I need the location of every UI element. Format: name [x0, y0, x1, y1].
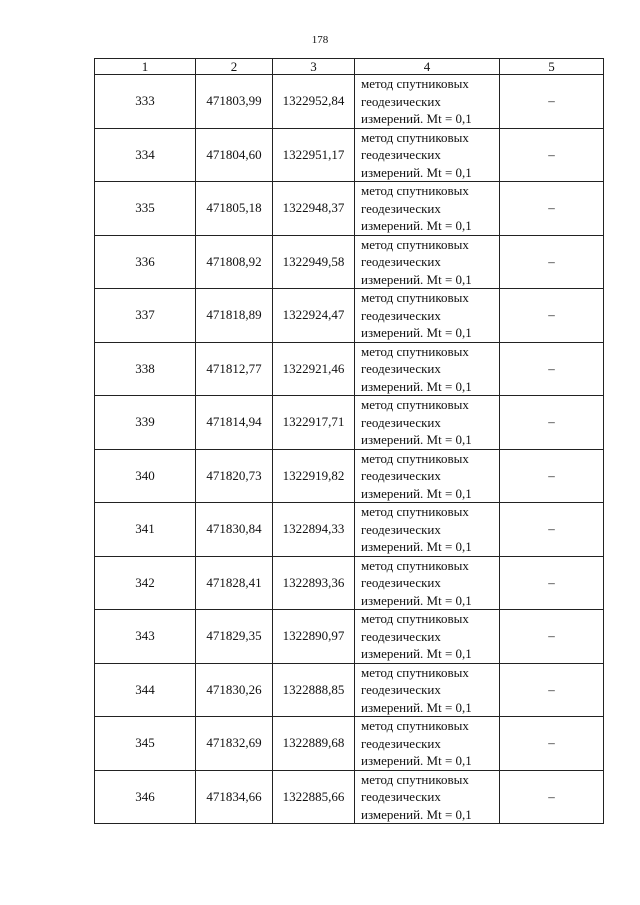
- page-number: 178: [311, 34, 329, 46]
- method-cell: [355, 75, 500, 129]
- method-line: метод спутниковых: [361, 504, 469, 519]
- y-coordinate-cell: 1322885,66: [273, 770, 355, 824]
- note-cell: –: [500, 503, 604, 557]
- method-line: измерений. Mt = 0,1: [361, 271, 472, 287]
- point-number-cell: 344: [95, 663, 196, 717]
- table-body: [95, 75, 604, 824]
- method-line: геодезических: [361, 789, 441, 804]
- method-cell: [355, 396, 500, 450]
- x-coordinate-cell: 471820,73: [196, 449, 273, 503]
- table-row: [95, 289, 604, 343]
- table-row: [95, 503, 604, 557]
- table-row: [95, 449, 604, 503]
- method-line: метод спутниковых: [361, 183, 469, 198]
- method-cell: [355, 342, 500, 396]
- x-coordinate-cell: 471804,60: [196, 128, 273, 182]
- method-line: геодезических: [361, 468, 441, 483]
- y-coordinate-cell: 1322888,85: [273, 663, 355, 717]
- method-cell: [355, 503, 500, 557]
- method-line: метод спутниковых: [361, 611, 469, 626]
- method-line: метод спутниковых: [361, 718, 469, 733]
- method-line: измерений. Mt = 0,1: [361, 164, 472, 180]
- method-line: геодезических: [361, 628, 441, 644]
- point-number-cell: 345: [95, 717, 196, 771]
- method-line: измерений. Mt = 0,1: [361, 753, 472, 768]
- method-cell: [355, 663, 500, 717]
- x-coordinate-cell: 471832,69: [196, 717, 273, 771]
- method-line: геодезических: [361, 254, 441, 269]
- method-line: метод спутниковых: [361, 290, 469, 305]
- method-line: измерений. Mt = 0,1: [361, 325, 472, 340]
- point-number-cell: 337: [95, 289, 196, 343]
- y-coordinate-cell: 1322890,97: [273, 610, 355, 664]
- table-row: [95, 182, 604, 236]
- x-coordinate-cell: 471808,92: [196, 235, 273, 289]
- method-cell: [355, 235, 500, 289]
- method-line: измерений. Mt = 0,1: [361, 592, 472, 608]
- point-number-cell: 341: [95, 503, 196, 557]
- point-number-cell: 343: [95, 610, 196, 664]
- method-cell: [355, 556, 500, 610]
- method-cell: [355, 717, 500, 771]
- method-line: измерений. Mt = 0,1: [361, 218, 472, 233]
- note-cell: –: [500, 289, 604, 343]
- table-row: [95, 396, 604, 450]
- y-coordinate-cell: 1322949,58: [273, 235, 355, 289]
- note-cell: –: [500, 449, 604, 503]
- method-line: измерений. Mt = 0,1: [361, 378, 472, 394]
- method-line: измерений. Mt = 0,1: [361, 485, 472, 501]
- y-coordinate-cell: 1322924,47: [273, 289, 355, 343]
- note-cell: –: [500, 128, 604, 182]
- method-line: измерений. Mt = 0,1: [361, 806, 472, 822]
- table-row: [95, 770, 604, 824]
- method-line: измерений. Mt = 0,1: [361, 699, 472, 715]
- method-cell: [355, 289, 500, 343]
- method-line: метод спутниковых: [361, 76, 469, 91]
- point-number-cell: 333: [95, 75, 196, 129]
- x-coordinate-cell: 471805,18: [196, 182, 273, 236]
- note-cell: –: [500, 396, 604, 450]
- method-line: измерений. Mt = 0,1: [361, 111, 472, 126]
- method-line: метод спутниковых: [361, 129, 469, 145]
- method-line: метод спутниковых: [361, 343, 469, 359]
- note-cell: –: [500, 717, 604, 771]
- y-coordinate-cell: 1322889,68: [273, 717, 355, 771]
- y-coordinate-cell: 1322951,17: [273, 128, 355, 182]
- table-row: [95, 75, 604, 129]
- note-cell: –: [500, 182, 604, 236]
- method-line: геодезических: [361, 414, 441, 430]
- y-coordinate-cell: 1322919,82: [273, 449, 355, 503]
- y-coordinate-cell: 1322917,71: [273, 396, 355, 450]
- table-header-row: [95, 59, 604, 75]
- method-line: метод спутниковых: [361, 397, 469, 412]
- point-number-cell: 346: [95, 770, 196, 824]
- y-coordinate-cell: 1322921,46: [273, 342, 355, 396]
- column-header-2: 2: [196, 59, 273, 75]
- x-coordinate-cell: 471814,94: [196, 396, 273, 450]
- x-coordinate-cell: 471818,89: [196, 289, 273, 343]
- column-header-4: 4: [355, 59, 500, 75]
- table-row: [95, 556, 604, 610]
- table-row: [95, 128, 604, 182]
- method-line: измерений. Mt = 0,1: [361, 646, 472, 661]
- method-line: геодезических: [361, 735, 441, 751]
- method-line: измерений. Mt = 0,1: [361, 539, 472, 554]
- note-cell: –: [500, 663, 604, 717]
- point-number-cell: 342: [95, 556, 196, 610]
- column-header-3: 3: [273, 59, 355, 75]
- method-line: геодезических: [361, 575, 441, 590]
- table-row: [95, 663, 604, 717]
- point-number-cell: 340: [95, 449, 196, 503]
- method-cell: [355, 128, 500, 182]
- method-line: метод спутниковых: [361, 557, 469, 573]
- x-coordinate-cell: 471829,35: [196, 610, 273, 664]
- y-coordinate-cell: 1322894,33: [273, 503, 355, 557]
- x-coordinate-cell: 471812,77: [196, 342, 273, 396]
- x-coordinate-cell: 471803,99: [196, 75, 273, 129]
- point-number-cell: 334: [95, 128, 196, 182]
- method-line: геодезических: [361, 200, 441, 216]
- table-row: [95, 717, 604, 771]
- method-line: геодезических: [361, 682, 441, 697]
- coordinates-table: [94, 58, 604, 824]
- column-header-1: 1: [95, 59, 196, 75]
- method-line: метод спутниковых: [361, 236, 469, 252]
- note-cell: –: [500, 610, 604, 664]
- method-cell: [355, 770, 500, 824]
- x-coordinate-cell: 471830,84: [196, 503, 273, 557]
- method-line: геодезических: [361, 521, 441, 537]
- note-cell: –: [500, 556, 604, 610]
- method-cell: [355, 182, 500, 236]
- y-coordinate-cell: 1322952,84: [273, 75, 355, 129]
- note-cell: –: [500, 75, 604, 129]
- note-cell: –: [500, 770, 604, 824]
- method-line: измерений. Mt = 0,1: [361, 432, 472, 447]
- method-cell: [355, 449, 500, 503]
- table-row: [95, 235, 604, 289]
- column-header-5: 5: [500, 59, 604, 75]
- y-coordinate-cell: 1322893,36: [273, 556, 355, 610]
- method-line: метод спутниковых: [361, 450, 469, 466]
- point-number-cell: 338: [95, 342, 196, 396]
- y-coordinate-cell: 1322948,37: [273, 182, 355, 236]
- note-cell: –: [500, 235, 604, 289]
- method-line: геодезических: [361, 93, 441, 109]
- point-number-cell: 336: [95, 235, 196, 289]
- x-coordinate-cell: 471830,26: [196, 663, 273, 717]
- method-cell: [355, 610, 500, 664]
- method-line: метод спутниковых: [361, 771, 469, 787]
- method-line: геодезических: [361, 307, 441, 323]
- note-cell: –: [500, 342, 604, 396]
- method-line: геодезических: [361, 147, 441, 162]
- table-row: [95, 610, 604, 664]
- table-row: [95, 342, 604, 396]
- x-coordinate-cell: 471834,66: [196, 770, 273, 824]
- point-number-cell: 339: [95, 396, 196, 450]
- method-line: геодезических: [361, 361, 441, 376]
- x-coordinate-cell: 471828,41: [196, 556, 273, 610]
- method-line: метод спутниковых: [361, 664, 469, 680]
- point-number-cell: 335: [95, 182, 196, 236]
